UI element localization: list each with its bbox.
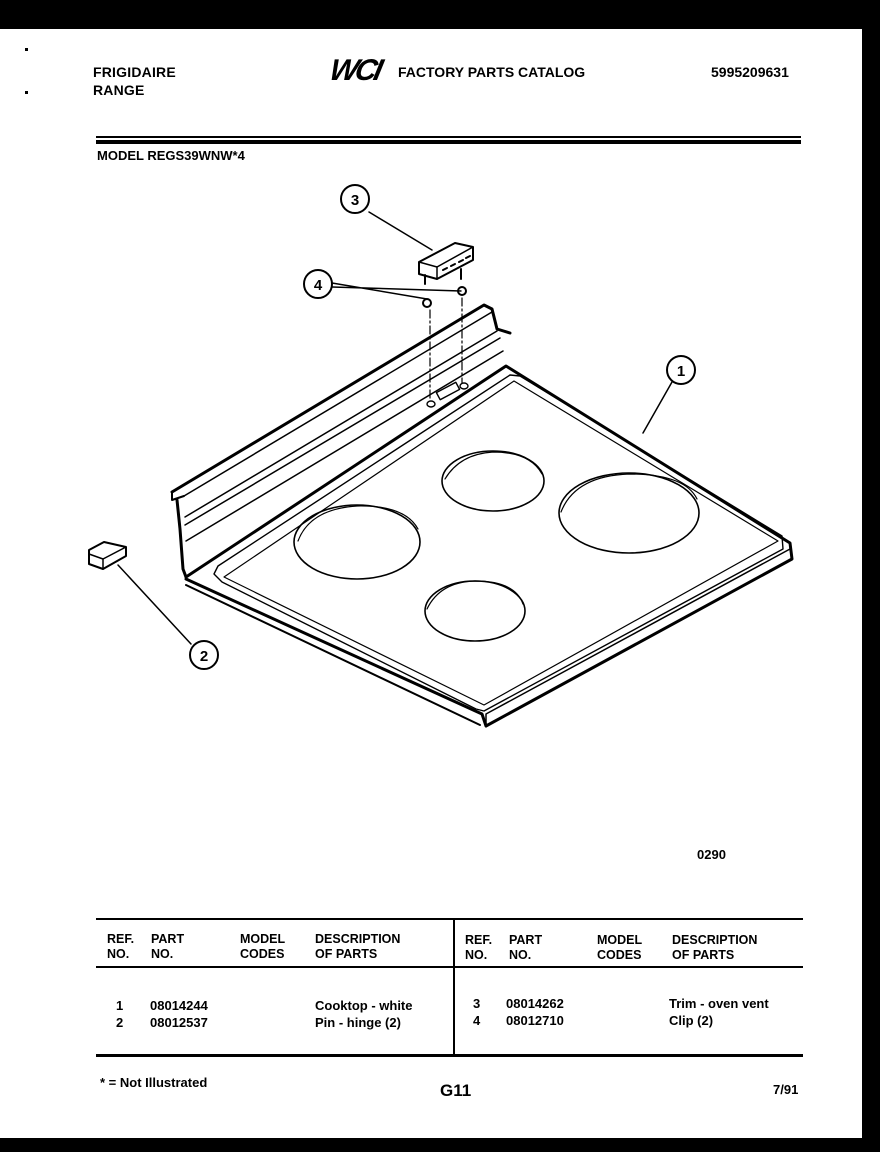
table-column-divider (453, 919, 455, 1056)
catalog-number: 5995209631 (711, 64, 789, 80)
header-model-codes-right: MODEL CODES (597, 933, 643, 962)
header-ref-no-right: REF. NO. (465, 933, 493, 962)
header-description-right: DESCRIPTION OF PARTS (672, 933, 758, 962)
header-part-no-left: PART NO. (151, 932, 185, 961)
header-model-codes-left: MODEL CODES (240, 932, 286, 961)
clip-drawing (423, 287, 466, 401)
table-row (116, 1014, 401, 1031)
ref-no: 2 (116, 1015, 124, 1030)
header-ref-no-left: REF. NO. (107, 932, 135, 961)
table-header-rule (96, 966, 803, 968)
part-no: 08014262 (506, 996, 564, 1011)
oven-vent-trim-drawing (419, 243, 473, 284)
table-row (473, 995, 769, 1012)
ref-no: 1 (116, 998, 124, 1013)
table-row (473, 1012, 713, 1029)
header-description-left: DESCRIPTION OF PARTS (315, 932, 401, 961)
callout-2 (190, 641, 218, 669)
header-part-no-right: PART NO. (509, 933, 543, 962)
description: Trim - oven vent (669, 996, 769, 1011)
ref-no: 4 (473, 1013, 481, 1028)
part-no: 08012710 (506, 1013, 564, 1028)
svg-text:2: 2 (199, 648, 209, 665)
catalog-title: FACTORY PARTS CATALOG (398, 64, 586, 80)
svg-text:3: 3 (350, 192, 360, 209)
description: Cooktop - white (315, 998, 413, 1013)
table-bottom-rule (96, 1054, 803, 1057)
drawing-number: 0290 (697, 847, 726, 862)
wci-logo: WCI (326, 54, 383, 87)
revision-date: 7/91 (773, 1082, 799, 1097)
callout-4 (304, 270, 332, 298)
hinge-pin-drawing (89, 542, 126, 569)
exploded-parts-diagram (0, 29, 862, 849)
page-code: G11 (440, 1081, 472, 1100)
callout-1 (667, 356, 695, 384)
part-no: 08012537 (150, 1015, 208, 1030)
part-no: 08014244 (150, 998, 208, 1013)
description: Clip (2) (669, 1013, 714, 1028)
product-type: RANGE (93, 82, 145, 98)
model-label: MODEL REGS39WNW*4 (97, 148, 245, 163)
cooktop-drawing (172, 305, 792, 726)
scan-speck (25, 48, 28, 51)
not-illustrated-note: * = Not Illustrated (100, 1075, 208, 1090)
table-row (116, 997, 413, 1014)
svg-text:1: 1 (676, 363, 686, 380)
ref-no: 3 (473, 996, 481, 1011)
svg-text:4: 4 (313, 277, 323, 294)
catalog-page (0, 29, 862, 1138)
table-top-rule (96, 918, 803, 920)
description: Pin - hinge (2) (315, 1015, 401, 1030)
brand-name: FRIGIDAIRE (93, 64, 176, 80)
callout-3 (341, 185, 369, 213)
scan-speck (25, 91, 28, 94)
